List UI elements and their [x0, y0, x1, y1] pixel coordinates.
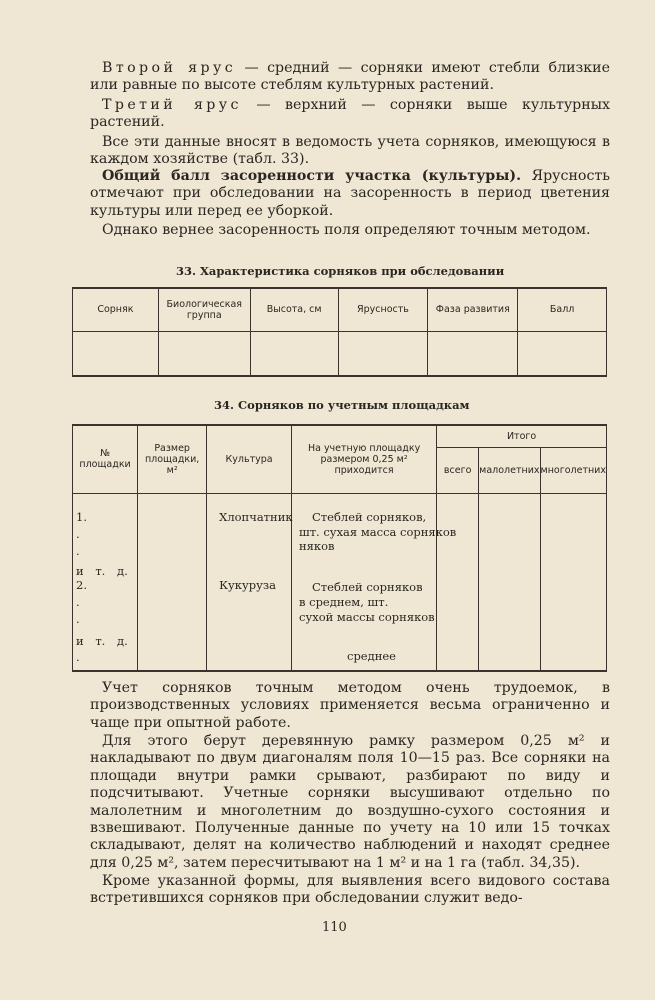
t34-col-per-plot [292, 493, 457, 671]
table-33 [72, 287, 607, 377]
t34-per-plot-line: няков [299, 538, 335, 553]
t34-etc-1: и т. д. [76, 563, 128, 578]
t33-cell [338, 331, 428, 376]
table-34-body-row [73, 493, 607, 671]
t34-header-total: Итого [437, 425, 607, 447]
t34-dot: . [76, 526, 80, 541]
t33-cell [158, 331, 250, 376]
t34-per-plot-line: среднее [347, 648, 396, 663]
paragraph-exact-method: Однако вернее засоренность поля определяют точным методом. [102, 222, 591, 238]
t34-per-plot-line: Стеблей сорняков [312, 579, 423, 594]
t33-cell [428, 331, 518, 376]
paragraph-total-score [90, 168, 610, 220]
t34-dot: . [76, 594, 80, 609]
t33-cell [518, 331, 607, 376]
t34-dot: . [76, 649, 80, 664]
table-34 [72, 424, 607, 672]
t33-header-weed: Сорняк [73, 288, 159, 331]
t33-header-score: Балл [518, 288, 607, 331]
table-33-header-row [73, 288, 607, 331]
t33-header-phase: Фаза развития [428, 288, 518, 331]
t34-plot-1: 1. [76, 509, 87, 524]
text-third-tier: — верхний — сорняки выше культурных растений. [90, 97, 610, 131]
paragraph-frame-method: Для этого берут деревянную рамку размером 0,25 м² и накладывают по двум диагоналям поля 10—15 раз. Все сорняки на площади внутри рамки срывают, разбирают по виду и подсчитывают. Учетные сорняки высушивают отдельно по малолетним и многолетним до воздушно-сухого состояния и взвешивают. Полученные данные по учету на 10 или 15 точках складывают, делят на количество наблюдений и находят среднее для 0,25 м², затем пересчитывают на 1 м² и на 1 га (табл. 34,35). [90, 733, 610, 871]
t34-col-plot-number [73, 493, 138, 671]
t34-header-per-plot: На учетную площадку размером 0,25 м² приходится [292, 425, 437, 493]
t34-header-crop: Культура [207, 425, 292, 493]
t34-dot: . [76, 611, 80, 626]
table-33-caption: 33. Характеристика сорняков при обследовании [176, 264, 505, 278]
t34-col-annual [479, 493, 540, 671]
t34-etc-2: и т. д. [76, 633, 128, 648]
table-34-header-row-1 [73, 425, 607, 447]
paragraph-third-tier [90, 97, 610, 132]
t34-col-crop [207, 493, 292, 671]
t34-per-plot-line: Стеблей сорняков, [312, 509, 427, 524]
page-number: 110 [322, 920, 347, 935]
t34-header-plot-size: Размер площадки, м² [138, 425, 207, 493]
t34-col-plot-size [138, 493, 207, 671]
t33-cell [73, 331, 159, 376]
t34-header-annual: малолетних [479, 447, 540, 493]
paragraph-species-composition: Кроме указанной формы, для выявления всего видового состава встретившихся сорняков при обследовании служит ведо- [90, 873, 610, 907]
table-34-caption: 34. Сорняков по учетным площадкам [214, 398, 470, 412]
t34-per-plot-line: сухой массы сорняков [299, 609, 435, 624]
table-33-empty-row [73, 331, 607, 376]
term-third-tier: Третий ярус [102, 97, 242, 113]
t33-header-height: Высота, см [250, 288, 338, 331]
t34-crop-cotton: Хлопчатник [219, 509, 293, 524]
t33-header-bio-group: Биологическая группа [158, 288, 250, 331]
t34-per-plot-line: шт. сухая масса сорняков [299, 524, 457, 539]
t34-header-perennial: многолетних [540, 447, 606, 493]
text-total-score: Ярусность отмечают при обследовании на засоренность в период цветения культуры или перед ее уборкой. [90, 168, 610, 219]
paragraph-exact-method-labor: Учет сорняков точным методом очень трудоемок, в производственных условиях применяется весьма ограниченно и чаще при опытной работе. [90, 680, 610, 731]
t34-dot: . [76, 543, 80, 558]
t34-header-total-all: всего [437, 447, 479, 493]
t34-per-plot-line: в среднем, шт. [299, 594, 389, 609]
t33-cell [250, 331, 338, 376]
paragraph-data-entry: Все эти данные вносят в ведомость учета сорняков, имеющуюся в каждом хозяйстве (табл. 33). [90, 134, 610, 168]
term-second-tier: Второй ярус [102, 60, 237, 76]
t33-header-tier: Ярусность [338, 288, 428, 331]
t34-col-total-all [437, 493, 479, 671]
t34-col-perennial [540, 493, 606, 671]
paragraph-second-tier [90, 60, 610, 95]
t34-header-plot-number: № площадки [73, 425, 138, 493]
t34-plot-2: 2. [76, 577, 87, 592]
term-total-score: Общий балл засоренности участка (культуры). [102, 168, 522, 184]
text-second-tier: — средний — сорняки имеют стебли близкие или равные по высоте стеблям культурных растений. [90, 60, 611, 94]
t34-crop-corn: Кукуруза [219, 577, 277, 592]
